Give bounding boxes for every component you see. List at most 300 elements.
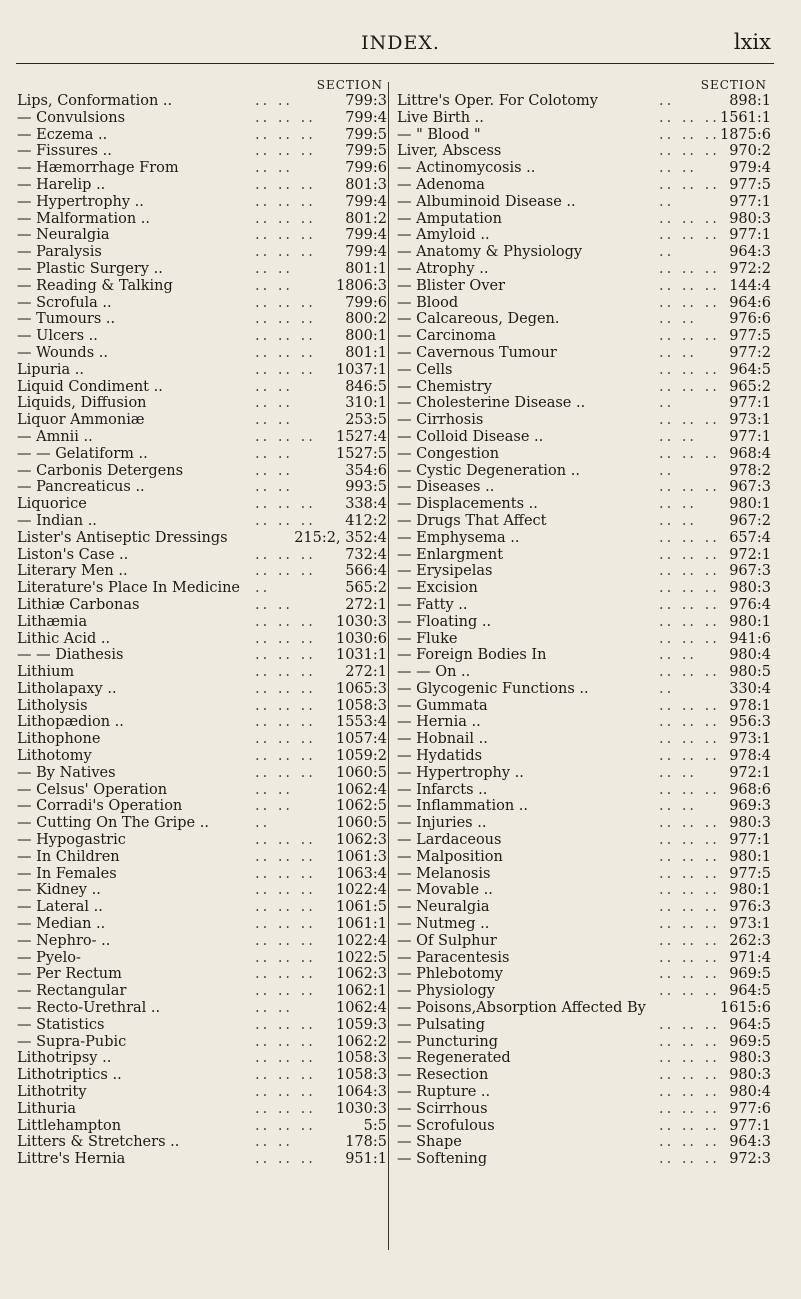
section-column-heading: SECTION bbox=[700, 78, 767, 92]
entry-term: — Diseases .. bbox=[397, 479, 495, 496]
entry-section-number: 566:4 bbox=[345, 563, 387, 580]
entry-section-number: 799:4 bbox=[345, 227, 387, 244]
entry-section-number: 800:1 bbox=[345, 328, 387, 345]
index-entry bbox=[17, 446, 387, 463]
entry-section-number: 5:5 bbox=[363, 1117, 387, 1134]
index-entry bbox=[17, 496, 387, 513]
entry-leader-dots: .. .. .. bbox=[255, 949, 316, 966]
entry-section-number: 970:2 bbox=[729, 143, 771, 160]
entry-leader-dots: .. .. .. bbox=[659, 983, 720, 1000]
entry-term: — Neuralgia bbox=[397, 899, 490, 916]
entry-leader-dots: .. .. .. bbox=[659, 1016, 720, 1033]
entry-leader-dots: .. .. .. bbox=[659, 932, 720, 949]
index-entry bbox=[397, 849, 771, 866]
entry-term: — — On .. bbox=[397, 664, 471, 681]
entry-term: — Excision bbox=[397, 580, 478, 597]
index-entry bbox=[397, 966, 771, 983]
entry-term: — Supra-Pubic bbox=[17, 1033, 127, 1050]
index-entry bbox=[17, 227, 387, 244]
entry-term: — Gummata bbox=[397, 697, 488, 714]
entry-leader-dots: .. .. .. bbox=[659, 1067, 720, 1084]
entry-term: — Hypogastric bbox=[17, 832, 126, 849]
entry-leader-dots: .. .. .. bbox=[659, 412, 720, 429]
entry-leader-dots: .. .. .. bbox=[659, 210, 720, 227]
entry-leader-dots: .. .. .. bbox=[659, 697, 720, 714]
entry-section-number: 964:5 bbox=[729, 1016, 771, 1033]
index-entry bbox=[17, 882, 387, 899]
index-entry bbox=[17, 1034, 387, 1051]
index-entry bbox=[17, 748, 387, 765]
entry-leader-dots: .. .. .. bbox=[255, 832, 316, 849]
entry-leader-dots: .. .. .. bbox=[659, 109, 720, 126]
entry-term: — Tumours .. bbox=[17, 311, 116, 328]
entry-term: — Infarcts .. bbox=[397, 781, 488, 798]
entry-section-number: 980:4 bbox=[729, 1084, 771, 1101]
index-entry bbox=[397, 950, 771, 967]
entry-term: Live Birth .. bbox=[397, 109, 484, 126]
entry-section-number: 1527:4 bbox=[335, 428, 387, 445]
entry-term: — Displacements .. bbox=[397, 496, 538, 513]
index-entry bbox=[17, 899, 387, 916]
entry-leader-dots: .. .. .. bbox=[659, 714, 720, 731]
entry-term: — Pyelo- bbox=[17, 949, 81, 966]
entry-section-number: 980:3 bbox=[729, 580, 771, 597]
entry-term: Littlehampton bbox=[17, 1117, 122, 1134]
entry-leader-dots: .. .. .. bbox=[659, 848, 720, 865]
entry-term: — Cirrhosis bbox=[397, 412, 484, 429]
entry-leader-dots: .. .. bbox=[255, 277, 294, 294]
entry-section-number: 1022:5 bbox=[335, 949, 387, 966]
index-entry bbox=[397, 1034, 771, 1051]
entry-leader-dots: .. .. .. bbox=[255, 630, 316, 647]
entry-leader-dots: .. .. .. bbox=[659, 731, 720, 748]
entry-term: — Softening bbox=[397, 1151, 488, 1168]
entry-term: — Of Sulphur bbox=[397, 932, 497, 949]
index-entry bbox=[17, 1101, 387, 1118]
entry-section-number: 980:1 bbox=[729, 848, 771, 865]
entry-term: — Pulsating bbox=[397, 1016, 486, 1033]
index-entry bbox=[397, 631, 771, 648]
entry-leader-dots: .. .. .. bbox=[255, 899, 316, 916]
entry-section-number: 979:4 bbox=[729, 160, 771, 177]
entry-term: Liver, Abscess bbox=[397, 143, 502, 160]
entry-term: — Fatty .. bbox=[397, 596, 468, 613]
entry-term: Liquid Condiment .. bbox=[17, 378, 163, 395]
left-entry-list bbox=[17, 93, 387, 1168]
entry-section-number: 973:1 bbox=[729, 731, 771, 748]
index-entry bbox=[397, 295, 771, 312]
entry-section-number: 732:4 bbox=[345, 546, 387, 563]
entry-section-number: 799:5 bbox=[345, 143, 387, 160]
entry-section-number: 980:1 bbox=[729, 882, 771, 899]
entry-section-number: 800:2 bbox=[345, 311, 387, 328]
entry-section-number: 253:5 bbox=[345, 412, 387, 429]
entry-section-number: 969:5 bbox=[729, 966, 771, 983]
entry-term: Literature's Place In Medicine bbox=[17, 580, 241, 597]
entry-leader-dots: .. .. .. bbox=[255, 496, 316, 513]
entry-leader-dots: .. .. .. bbox=[255, 311, 316, 328]
index-entry bbox=[397, 513, 771, 530]
index-entry bbox=[17, 1000, 387, 1017]
index-entry bbox=[397, 882, 771, 899]
entry-term: — Amnii .. bbox=[17, 428, 93, 445]
entry-leader-dots: .. .. .. bbox=[255, 882, 316, 899]
entry-term: — Amputation bbox=[397, 210, 502, 227]
entry-leader-dots: .. .. .. bbox=[255, 344, 316, 361]
entry-section-number: 993:5 bbox=[345, 479, 387, 496]
entry-leader-dots: .. .. .. bbox=[659, 445, 720, 462]
entry-term: — Melanosis bbox=[397, 865, 491, 882]
index-entry bbox=[17, 311, 387, 328]
entry-term: — Hæmorrhage From bbox=[17, 160, 179, 177]
entry-leader-dots: .. .. bbox=[255, 412, 294, 429]
index-entry bbox=[397, 177, 771, 194]
index-entry bbox=[397, 815, 771, 832]
entry-leader-dots: .. .. .. bbox=[255, 361, 316, 378]
index-entry bbox=[397, 227, 771, 244]
index-entry bbox=[397, 580, 771, 597]
entry-section-number: 354:6 bbox=[345, 462, 387, 479]
entry-term: Lithopædion .. bbox=[17, 714, 124, 731]
entry-term: — In Children bbox=[17, 848, 120, 865]
index-entry bbox=[397, 362, 771, 379]
index-entry bbox=[397, 782, 771, 799]
entry-term: — Wounds .. bbox=[17, 344, 108, 361]
entry-leader-dots: .. .. bbox=[659, 798, 698, 815]
entry-leader-dots: .. .. .. bbox=[255, 613, 316, 630]
index-entry bbox=[17, 798, 387, 815]
entry-leader-dots: .. .. .. bbox=[659, 748, 720, 765]
entry-leader-dots: .. .. bbox=[255, 479, 294, 496]
entry-leader-dots: .. .. .. bbox=[659, 176, 720, 193]
entry-section-number: 1061:5 bbox=[335, 899, 387, 916]
index-entry bbox=[17, 93, 387, 110]
entry-section-number: 262:3 bbox=[729, 932, 771, 949]
entry-term: — By Natives bbox=[17, 764, 116, 781]
index-entry bbox=[397, 1101, 771, 1118]
entry-section-number: 1615:6 bbox=[719, 1000, 771, 1017]
entry-leader-dots: .. .. .. bbox=[255, 714, 316, 731]
entry-term: — Cavernous Tumour bbox=[397, 344, 557, 361]
entry-section-number: 799:6 bbox=[345, 160, 387, 177]
entry-leader-dots: .. .. bbox=[255, 1134, 294, 1151]
entry-leader-dots: .. .. .. bbox=[255, 1067, 316, 1084]
entry-leader-dots: .. .. .. bbox=[255, 764, 316, 781]
index-entry bbox=[397, 160, 771, 177]
entry-section-number: 801:1 bbox=[345, 344, 387, 361]
entry-leader-dots: .. .. .. bbox=[659, 664, 720, 681]
index-entry bbox=[397, 1050, 771, 1067]
index-entry bbox=[397, 731, 771, 748]
index-entry bbox=[397, 1084, 771, 1101]
entry-term: — Scrofula .. bbox=[17, 294, 112, 311]
entry-leader-dots: .. .. .. bbox=[659, 1050, 720, 1067]
entry-section-number: 972:3 bbox=[729, 1151, 771, 1168]
index-entry bbox=[17, 513, 387, 530]
index-entry bbox=[17, 714, 387, 731]
entry-term: Lithotriptics .. bbox=[17, 1067, 122, 1084]
entry-term: — Poisons,Absorption Affected By bbox=[397, 1000, 646, 1017]
entry-section-number: 1062:3 bbox=[335, 966, 387, 983]
entry-term: — Fluke bbox=[397, 630, 458, 647]
entry-leader-dots: .. .. .. bbox=[659, 832, 720, 849]
index-entry bbox=[397, 1067, 771, 1084]
entry-section-number: 1062:5 bbox=[335, 798, 387, 815]
entry-section-number: 1030:3 bbox=[335, 1100, 387, 1117]
entry-section-number: 967:3 bbox=[729, 479, 771, 496]
entry-leader-dots: .. bbox=[255, 580, 271, 597]
index-entry bbox=[17, 782, 387, 799]
entry-term: — Adenoma bbox=[397, 176, 485, 193]
index-entry bbox=[17, 866, 387, 883]
entry-leader-dots: .. .. .. bbox=[659, 378, 720, 395]
index-entry bbox=[17, 698, 387, 715]
entry-section-number: 1062:3 bbox=[335, 832, 387, 849]
entry-leader-dots: .. .. .. bbox=[659, 277, 720, 294]
entry-term: — Scirrhous bbox=[397, 1100, 488, 1117]
entry-leader-dots: .. .. .. bbox=[255, 176, 316, 193]
entry-term: Lips, Conformation .. bbox=[17, 93, 173, 109]
index-entry bbox=[397, 311, 771, 328]
index-entry bbox=[17, 295, 387, 312]
index-entry bbox=[397, 597, 771, 614]
entry-section-number: 977:5 bbox=[729, 328, 771, 345]
entry-section-number: 565:2 bbox=[345, 580, 387, 597]
entry-section-number: 967:2 bbox=[729, 512, 771, 529]
entry-leader-dots: .. .. .. bbox=[255, 328, 316, 345]
entry-term: Litters & Stretchers .. bbox=[17, 1134, 180, 1151]
entry-term: — Recto-Urethral .. bbox=[17, 1000, 161, 1017]
entry-leader-dots: .. .. .. bbox=[255, 1016, 316, 1033]
index-entry bbox=[17, 832, 387, 849]
index-entry bbox=[397, 194, 771, 211]
entry-term: — Blood bbox=[397, 294, 459, 311]
entry-section-number: 978:2 bbox=[729, 462, 771, 479]
entry-leader-dots: .. .. bbox=[255, 260, 294, 277]
entry-term: — Hernia .. bbox=[397, 714, 481, 731]
entry-term: — Erysipelas bbox=[397, 563, 493, 580]
entry-leader-dots: .. .. bbox=[255, 462, 294, 479]
entry-section-number: 964:3 bbox=[729, 244, 771, 261]
entry-section-number: 1058:3 bbox=[335, 1050, 387, 1067]
entry-term: — Per Rectum bbox=[17, 966, 122, 983]
entry-term: — Kidney .. bbox=[17, 882, 101, 899]
index-entry bbox=[17, 211, 387, 228]
entry-term: — Regenerated bbox=[397, 1050, 511, 1067]
entry-term: — Foreign Bodies In bbox=[397, 647, 547, 664]
entry-term: — Injuries .. bbox=[397, 815, 487, 832]
entry-section-number: 976:3 bbox=[729, 899, 771, 916]
entry-section-number: 1030:6 bbox=[335, 630, 387, 647]
entry-section-number: 799:6 bbox=[345, 294, 387, 311]
index-entry bbox=[397, 1151, 771, 1168]
index-entry bbox=[397, 916, 771, 933]
entry-section-number: 964:5 bbox=[729, 983, 771, 1000]
index-entry bbox=[397, 563, 771, 580]
entry-term: — Enlargment bbox=[397, 546, 504, 563]
entry-section-number: 1058:3 bbox=[335, 1067, 387, 1084]
index-entry bbox=[17, 950, 387, 967]
entry-term: — Calcareous, Degen. bbox=[397, 311, 560, 328]
entry-section-number: 272:1 bbox=[345, 664, 387, 681]
index-entry bbox=[397, 143, 771, 160]
entry-leader-dots: .. .. .. bbox=[255, 210, 316, 227]
entry-term: — Corradi's Operation bbox=[17, 798, 183, 815]
entry-section-number: 1030:3 bbox=[335, 613, 387, 630]
entry-leader-dots: .. .. .. bbox=[255, 512, 316, 529]
entry-term: — " Blood " bbox=[397, 126, 481, 143]
entry-term: — Rectangular bbox=[17, 983, 127, 1000]
entry-section-number: 1062:2 bbox=[335, 1033, 387, 1050]
entry-term: Liston's Case .. bbox=[17, 546, 129, 563]
entry-section-number: 1031:1 bbox=[335, 647, 387, 664]
entry-leader-dots: .. .. bbox=[255, 798, 294, 815]
index-entry bbox=[397, 412, 771, 429]
entry-term: Lithophone bbox=[17, 731, 101, 748]
index-entry bbox=[17, 110, 387, 127]
index-entry bbox=[397, 110, 771, 127]
entry-section-number: 144:4 bbox=[729, 277, 771, 294]
entry-section-number: 969:5 bbox=[729, 1033, 771, 1050]
entry-leader-dots: .. .. .. bbox=[255, 916, 316, 933]
entry-leader-dots: .. .. bbox=[659, 764, 698, 781]
entry-term: Lithæmia bbox=[17, 613, 88, 630]
entry-section-number: 1062:4 bbox=[335, 1000, 387, 1017]
entry-section-number: 980:5 bbox=[729, 664, 771, 681]
index-entry bbox=[17, 177, 387, 194]
entry-leader-dots: .. .. .. bbox=[659, 260, 720, 277]
entry-section-number: 1060:5 bbox=[335, 815, 387, 832]
index-entry bbox=[17, 1050, 387, 1067]
entry-leader-dots: .. .. .. bbox=[659, 563, 720, 580]
index-entry bbox=[397, 1118, 771, 1135]
entry-leader-dots: .. .. .. bbox=[255, 932, 316, 949]
entry-leader-dots: .. .. .. bbox=[659, 1100, 720, 1117]
index-entry bbox=[397, 463, 771, 480]
entry-section-number: 657:4 bbox=[729, 529, 771, 546]
entry-leader-dots: .. bbox=[659, 93, 675, 109]
entry-leader-dots: .. .. .. bbox=[255, 1151, 316, 1168]
entry-term: Lithuria bbox=[17, 1100, 76, 1117]
index-entry bbox=[17, 395, 387, 412]
index-entry bbox=[397, 395, 771, 412]
entry-term: — Anatomy & Physiology bbox=[397, 244, 583, 261]
entry-section-number: 977:1 bbox=[729, 395, 771, 412]
entry-section-number: 1064:3 bbox=[335, 1084, 387, 1101]
index-entry bbox=[397, 328, 771, 345]
entry-term: — Cells bbox=[397, 361, 453, 378]
entry-section-number: 1553:4 bbox=[335, 714, 387, 731]
entry-leader-dots: .. .. .. bbox=[659, 596, 720, 613]
entry-leader-dots: .. .. .. bbox=[659, 580, 720, 597]
entry-section-number: 1806:3 bbox=[335, 277, 387, 294]
entry-leader-dots: .. .. .. bbox=[659, 630, 720, 647]
entry-leader-dots: .. .. .. bbox=[659, 1117, 720, 1134]
column-divider bbox=[388, 82, 389, 1250]
index-entry bbox=[17, 1084, 387, 1101]
entry-section-number: 799:4 bbox=[345, 109, 387, 126]
index-entry bbox=[397, 1000, 771, 1017]
entry-section-number: 965:2 bbox=[729, 378, 771, 395]
entry-term: — Actinomycosis .. bbox=[397, 160, 536, 177]
entry-term: — Malformation .. bbox=[17, 210, 151, 227]
entry-term: Lipuria .. bbox=[17, 361, 84, 378]
entry-section-number: 973:1 bbox=[729, 916, 771, 933]
entry-term: — Neuralgia bbox=[17, 227, 110, 244]
entry-term: — Nutmeg .. bbox=[397, 916, 490, 933]
entry-term: Litholapaxy .. bbox=[17, 680, 117, 697]
index-entry bbox=[397, 748, 771, 765]
index-entry bbox=[17, 278, 387, 295]
entry-term: — — Gelatiform .. bbox=[17, 445, 148, 462]
index-entry bbox=[397, 211, 771, 228]
entry-section-number: 978:4 bbox=[729, 748, 771, 765]
entry-term: — Malposition bbox=[397, 848, 503, 865]
entry-section-number: 799:4 bbox=[345, 193, 387, 210]
entry-term: — Resection bbox=[397, 1067, 489, 1084]
entry-term: — Emphysema .. bbox=[397, 529, 520, 546]
entry-term: — Reading & Talking bbox=[17, 277, 173, 294]
index-entry bbox=[17, 479, 387, 496]
entry-leader-dots: .. .. bbox=[255, 378, 294, 395]
entry-leader-dots: .. .. .. bbox=[255, 1033, 316, 1050]
entry-term: — Lardaceous bbox=[397, 832, 502, 849]
entry-section-number: 330:4 bbox=[729, 680, 771, 697]
entry-section-number: 272:1 bbox=[345, 596, 387, 613]
entry-section-number: 1063:4 bbox=[335, 865, 387, 882]
entry-leader-dots: .. .. .. bbox=[659, 361, 720, 378]
entry-section-number: 338:4 bbox=[345, 496, 387, 513]
entry-section-number: 976:6 bbox=[729, 311, 771, 328]
entry-leader-dots: .. .. .. bbox=[255, 680, 316, 697]
entry-term: — Movable .. bbox=[397, 882, 493, 899]
index-entry bbox=[397, 244, 771, 261]
index-entry bbox=[17, 261, 387, 278]
entry-term: — Cystic Degeneration .. bbox=[397, 462, 580, 479]
entry-leader-dots: .. bbox=[255, 815, 271, 832]
entry-term: — Carbonis Detergens bbox=[17, 462, 184, 479]
index-entry bbox=[397, 614, 771, 631]
entry-leader-dots: .. .. bbox=[659, 512, 698, 529]
entry-leader-dots: .. .. bbox=[659, 647, 698, 664]
entry-term: — Celsus' Operation bbox=[17, 781, 168, 798]
index-entry bbox=[397, 278, 771, 295]
entry-leader-dots: .. .. .. bbox=[659, 143, 720, 160]
entry-leader-dots: .. .. .. bbox=[255, 1117, 316, 1134]
entry-term: — Eczema .. bbox=[17, 126, 108, 143]
entry-section-number: 971:4 bbox=[729, 949, 771, 966]
index-entry bbox=[397, 379, 771, 396]
entry-leader-dots: .. .. .. bbox=[255, 546, 316, 563]
entry-term: — Hypertrophy .. bbox=[397, 764, 524, 781]
index-entry bbox=[17, 1017, 387, 1034]
entry-leader-dots: .. .. .. bbox=[659, 781, 720, 798]
entry-leader-dots: .. .. .. bbox=[255, 143, 316, 160]
index-entry bbox=[17, 1151, 387, 1168]
index-entry bbox=[397, 547, 771, 564]
entry-section-number: 967:3 bbox=[729, 563, 771, 580]
index-entry bbox=[397, 1134, 771, 1151]
entry-section-number: 964:5 bbox=[729, 361, 771, 378]
entry-section-number: 977:1 bbox=[729, 428, 771, 445]
entry-leader-dots: .. .. .. bbox=[659, 916, 720, 933]
entry-term: Lithotripsy .. bbox=[17, 1050, 112, 1067]
entry-leader-dots: .. .. .. bbox=[659, 479, 720, 496]
entry-leader-dots: .. .. .. bbox=[255, 697, 316, 714]
entry-section-number: 801:2 bbox=[345, 210, 387, 227]
entry-section-number: 980:1 bbox=[729, 613, 771, 630]
index-entry bbox=[17, 580, 387, 597]
